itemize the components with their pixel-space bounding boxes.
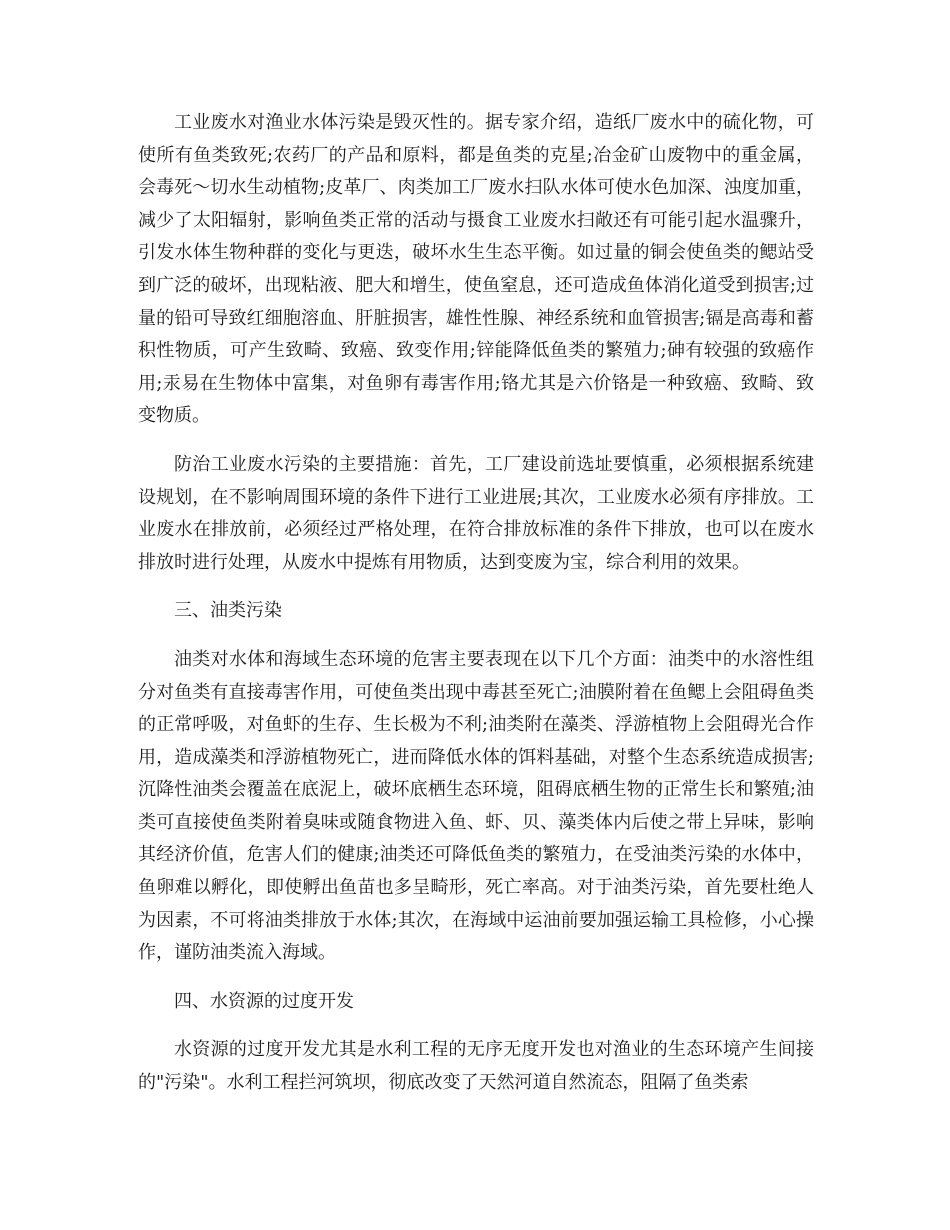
paragraph-oil-pollution: 油类对水体和海域生态环境的危害主要表现在以下几个方面：油类中的水溶性组分对鱼类有直接毒害作用，可使鱼类出现中毒甚至死亡;油膜附着在鱼鳃上会阻碍鱼类的正常呼吸，对鱼虾的生存、生长极为不利;油类附在藻类、浮游植物上会阻碍光合作用，造成藻类和浮游植物死亡，进而降低水体的饵料基础，对整个生态系统造成损害;沉降性油类会覆盖在底泥上，破坏底栖生态环境，阻碍底栖生物的正常生长和繁殖;油类可直接使鱼类附着臭味或随食物进入鱼、虾、贝、藻类体内后使之带上异味，影响其经济价值，危害人们的健康;油类还可降低鱼类的繁殖力，在受油类污染的水体中，鱼卵难以孵化，即使孵出鱼苗也多呈畸形，死亡率高。对于油类污染，首先要杜绝人为因素，不可将油类排放于水体;其次，在海域中运油前要加强运输工具检修，小心操作，谨防油类流入海域。: [138, 648, 814, 964]
paragraph-gap: [138, 628, 814, 644]
paragraph-wastewater-prevention: 防治工业废水污染的主要措施：首先，工厂建设前选址要慎重，必须根据系统建设规划，在不影响周围环境的条件下进行工业进展;其次，工业废水必须有序排放。工业废水在排放前，必须经过严格处理，在符合排放标准的条件下排放，也可以在废水排放时进行处理，从废水中提炼有用物质，达到变废为宝，综合利用的效果。: [138, 453, 814, 573]
section-heading-water-overuse: 四、水资源的过度开发: [174, 990, 354, 1012]
paragraph-gap: [138, 433, 814, 449]
section-heading-oil-pollution: 三、油类污染: [174, 600, 282, 622]
paragraph-gap: [138, 1018, 814, 1034]
paragraph-gap: [138, 579, 814, 595]
paragraph-gap: [138, 970, 814, 986]
paragraph-industrial-wastewater-harm: 工业废水对渔业水体污染是毁灭性的。据专家介绍，造纸厂废水中的硫化物，可使所有鱼类致死;农药厂的产品和原料，都是鱼类的克星;冶金矿山废物中的重金属，会毒死～切水生动植物;皮革厂、肉类加工厂废水扫队水体可使水色加深、浊度加重，减少了太阳辐射，影响鱼类正常的活动与摄食工业废水扫敞还有可能引起水温骤升，引发水体生物种群的变化与更迭，破坏水生生态平衡。如过量的铜会使鱼类的鳃站受到广泛的破坏，出现粘液、肥大和增生，使鱼窒息，还可造成鱼体消化道受到损害;过量的铅可导致红细胞溶血、肝脏损害，雄性性腺、神经系统和血管损害;镉是高毒和蓄积性物质，可产生致畸、致癌、致变作用;锌能降低鱼类的繁殖力;砷有较强的致癌作用;汞易在生物体中富集，对鱼卵有毒害作用;铬尤其是六价铬是一种致癌、致畸、致变物质。: [138, 112, 814, 427]
document-body: [138, 107, 814, 1100]
paragraph-water-overuse: 水资源的过度开发尤其是水利工程的无序无度开发也对渔业的生态环境产生间接的"污染"。水利工程拦河筑坝，彻底改变了天然河道自然流态，阻隔了鱼类索: [138, 1039, 814, 1094]
